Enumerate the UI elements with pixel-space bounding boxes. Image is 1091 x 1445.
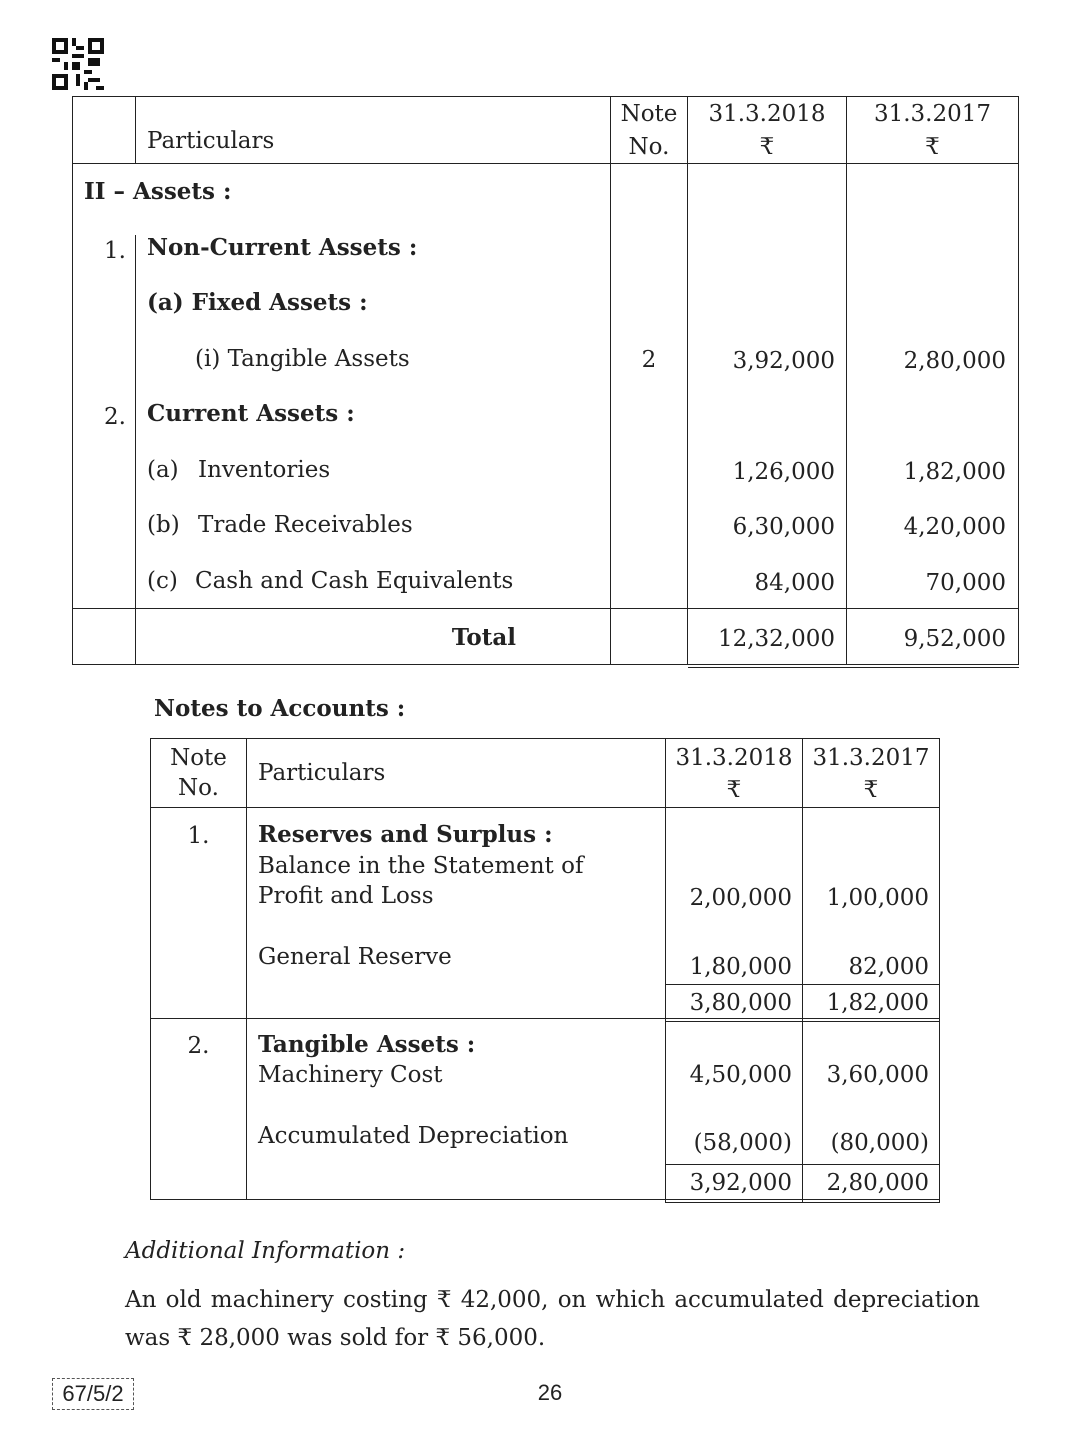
row-value-2017: 2,80,000 [903, 348, 1006, 374]
note-total-2018: 3,92,000 [689, 1170, 792, 1196]
note-line: Profit and Loss [258, 883, 434, 909]
header-col-2018: 31.3.2018 [675, 745, 793, 771]
row-value-2018: 3,92,000 [732, 348, 835, 374]
header-particulars: Particulars [147, 128, 275, 154]
header-note-no: Note [170, 745, 227, 771]
note-line: Balance in the Statement of [258, 853, 584, 879]
row-value-2017: 70,000 [925, 570, 1006, 596]
row-label: Inventories [198, 457, 331, 483]
paper-code: 67/5/2 [52, 1378, 134, 1410]
row-value-2018: 6,30,000 [732, 514, 835, 540]
row-num: 2. [104, 404, 126, 430]
note-value-2017: (80,000) [830, 1130, 929, 1156]
header-col-2018: 31.3.2018 [708, 101, 826, 127]
row-num: 1. [104, 238, 126, 264]
note-number: 1. [187, 823, 210, 849]
header-note-no-2: No. [628, 134, 670, 160]
row-prefix: (c) [147, 568, 178, 594]
qr-code-icon [52, 38, 104, 90]
row-label: (i) Tangible Assets [195, 346, 410, 372]
note-total-2017: 1,82,000 [826, 990, 929, 1016]
note-value-2018: 4,50,000 [689, 1062, 792, 1088]
row-value-2018: 84,000 [754, 570, 835, 596]
note-value-2018: (58,000) [693, 1130, 792, 1156]
total-value-2018: 12,32,000 [717, 626, 835, 652]
section-title: II – Assets : [84, 178, 232, 205]
row-prefix: (b) [147, 512, 180, 538]
header-note-no-2: No. [178, 775, 219, 801]
note-value-2018: 2,00,000 [689, 885, 792, 911]
notes-title: Notes to Accounts : [154, 695, 406, 722]
header-col-2017: 31.3.2017 [873, 101, 992, 127]
total-label: Total [451, 624, 516, 651]
additional-info-heading: Additional Information : [125, 1238, 406, 1264]
note-line: General Reserve [258, 944, 452, 970]
page-number: 26 [537, 1380, 563, 1405]
note-total-2017: 2,80,000 [826, 1170, 929, 1196]
note-title: Reserves and Surplus : [258, 821, 553, 848]
note-line: Machinery Cost [258, 1062, 443, 1088]
row-label: Current Assets : [147, 400, 355, 427]
total-value-2017: 9,52,000 [903, 626, 1006, 652]
header-currency-2017: ₹ [863, 777, 879, 803]
note-value-2017: 3,60,000 [826, 1062, 929, 1088]
note-total-2018: 3,80,000 [689, 990, 792, 1016]
row-label: Trade Receivables [198, 512, 413, 538]
row-label: Non-Current Assets : [147, 234, 418, 261]
note-line: Accumulated Depreciation [258, 1123, 569, 1149]
note-title: Tangible Assets : [258, 1031, 476, 1058]
note-value-2018: 1,80,000 [689, 954, 792, 980]
note-value-2017: 1,00,000 [826, 885, 929, 911]
header-currency-2018: ₹ [726, 777, 742, 803]
header-particulars: Particulars [258, 760, 386, 786]
additional-info-line: An old machinery costing ₹ 42,000, on which accumulated depreciation [125, 1287, 980, 1313]
header-note-no: Note [620, 101, 678, 127]
row-value-2018: 1,26,000 [732, 459, 835, 485]
row-label: Cash and Cash Equivalents [195, 568, 514, 594]
note-value-2017: 82,000 [848, 954, 929, 980]
row-value-2017: 4,20,000 [903, 514, 1006, 540]
header-col-2017: 31.3.2017 [812, 745, 930, 771]
row-prefix: (a) [147, 457, 179, 483]
note-number: 2. [187, 1033, 210, 1059]
additional-info-line: was ₹ 28,000 was sold for ₹ 56,000. [125, 1325, 546, 1351]
row-value-2017: 1,82,000 [903, 459, 1006, 485]
header-currency-2017: ₹ [925, 134, 940, 160]
row-note: 2 [641, 347, 657, 373]
row-label: (a) Fixed Assets : [147, 289, 368, 316]
header-currency-2018: ₹ [759, 134, 775, 160]
